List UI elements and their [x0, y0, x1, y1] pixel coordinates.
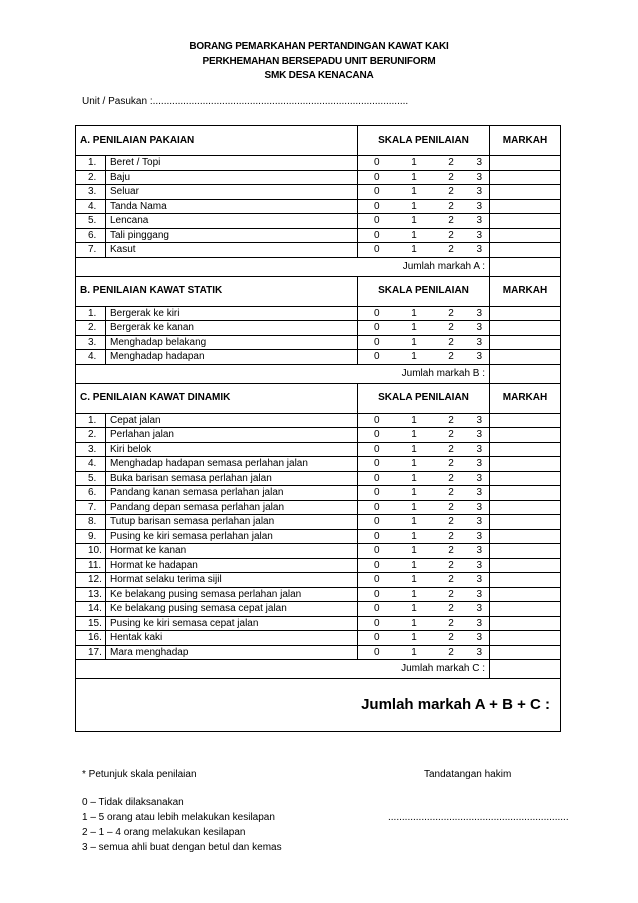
- scale-option-3[interactable]: 3: [470, 199, 490, 214]
- scale-option-2[interactable]: 2: [433, 471, 470, 486]
- scale-option-1[interactable]: 1: [396, 544, 433, 559]
- item-label: Perlahan jalan: [106, 428, 358, 443]
- criteria-row: [76, 442, 561, 457]
- mark-cell[interactable]: [490, 544, 561, 559]
- scale-option-3[interactable]: 3: [470, 486, 490, 501]
- scale-option-3[interactable]: 3: [470, 645, 490, 660]
- scale-option-2[interactable]: 2: [433, 185, 470, 200]
- criteria-row: [76, 471, 561, 486]
- scale-option-0[interactable]: 0: [358, 199, 396, 214]
- mark-cell[interactable]: [490, 442, 561, 457]
- scale-option-1[interactable]: 1: [396, 214, 433, 229]
- scale-option-3[interactable]: 3: [470, 321, 490, 336]
- scale-option-1[interactable]: 1: [396, 616, 433, 631]
- scale-option-3[interactable]: 3: [470, 631, 490, 646]
- item-label: Bergerak ke kanan: [106, 321, 358, 336]
- scale-option-2[interactable]: 2: [433, 602, 470, 617]
- criteria-row: [76, 350, 561, 365]
- scale-option-2[interactable]: 2: [433, 645, 470, 660]
- scale-option-1[interactable]: 1: [396, 350, 433, 365]
- section-title: A. PENILAIAN PAKAIAN: [76, 126, 358, 156]
- item-number: 4.: [76, 457, 106, 472]
- item-label: Beret / Topi: [106, 156, 358, 171]
- scale-option-2[interactable]: 2: [433, 616, 470, 631]
- item-label: Baju: [106, 170, 358, 185]
- item-label: Kasut: [106, 243, 358, 258]
- grand-total-row: [76, 679, 561, 732]
- scale-option-2[interactable]: 2: [433, 486, 470, 501]
- criteria-row: [76, 645, 561, 660]
- subtotal-label: Jumlah markah A :: [76, 257, 490, 276]
- school-name: SMK DESA KENACANA: [264, 70, 374, 81]
- item-number: 11.: [76, 558, 106, 573]
- section-title: B. PENILAIAN KAWAT STATIK: [76, 276, 358, 306]
- scale-option-0[interactable]: 0: [358, 350, 396, 365]
- item-label: Menghadap belakang: [106, 335, 358, 350]
- item-label: Menghadap hadapan semasa perlahan jalan: [106, 457, 358, 472]
- mark-header: MARKAH: [490, 383, 561, 413]
- item-number: 7.: [76, 500, 106, 515]
- subtotal-label: Jumlah markah C :: [76, 660, 490, 679]
- subtotal-row: [76, 660, 561, 679]
- scale-option-2[interactable]: 2: [433, 544, 470, 559]
- scale-option-0[interactable]: 0: [358, 156, 396, 171]
- scale-option-0[interactable]: 0: [358, 413, 396, 428]
- item-label: Pandang depan semasa perlahan jalan: [106, 500, 358, 515]
- scale-option-2[interactable]: 2: [433, 558, 470, 573]
- scale-option-3[interactable]: 3: [470, 306, 490, 321]
- scale-option-1[interactable]: 1: [396, 573, 433, 588]
- scale-option-0[interactable]: 0: [358, 228, 396, 243]
- scale-option-0[interactable]: 0: [358, 500, 396, 515]
- criteria-row: [76, 321, 561, 336]
- mark-cell[interactable]: [490, 306, 561, 321]
- scale-option-0[interactable]: 0: [358, 631, 396, 646]
- scale-option-3[interactable]: 3: [470, 156, 490, 171]
- item-label: Pandang kanan semasa perlahan jalan: [106, 486, 358, 501]
- legend-item: 3 – semua ahli buat dengan betul dan kemas: [82, 842, 282, 853]
- scale-header: SKALA PENILAIAN: [358, 276, 490, 306]
- form-title: BORANG PEMARKAHAN PERTANDINGAN KAWAT KAKI: [189, 41, 449, 52]
- mark-cell[interactable]: [490, 243, 561, 258]
- mark-cell[interactable]: [490, 573, 561, 588]
- item-label: Hentak kaki: [106, 631, 358, 646]
- form-subtitle: PERKHEMAHAN BERSEPADU UNIT BERUNIFORM: [202, 56, 436, 67]
- scale-option-1[interactable]: 1: [396, 413, 433, 428]
- scale-option-3[interactable]: 3: [470, 428, 490, 443]
- scale-option-3[interactable]: 3: [470, 457, 490, 472]
- scale-option-2[interactable]: 2: [433, 306, 470, 321]
- legend-item: 1 – 5 orang atau lebih melakukan kesilapan: [82, 812, 275, 823]
- criteria-row: [76, 500, 561, 515]
- scale-option-1[interactable]: 1: [396, 442, 433, 457]
- scale-option-0[interactable]: 0: [358, 428, 396, 443]
- item-label: Hormat ke hadapan: [106, 558, 358, 573]
- scale-option-3[interactable]: 3: [470, 170, 490, 185]
- item-number: 7.: [76, 243, 106, 258]
- scale-option-1[interactable]: 1: [396, 558, 433, 573]
- scale-option-0[interactable]: 0: [358, 544, 396, 559]
- subtotal-cell[interactable]: [490, 364, 561, 383]
- scale-option-1[interactable]: 1: [396, 486, 433, 501]
- scale-option-1[interactable]: 1: [396, 321, 433, 336]
- scale-option-0[interactable]: 0: [358, 457, 396, 472]
- item-number: 6.: [76, 228, 106, 243]
- item-label: Buka barisan semasa perlahan jalan: [106, 471, 358, 486]
- item-number: 3.: [76, 185, 106, 200]
- scale-option-3[interactable]: 3: [470, 616, 490, 631]
- mark-cell[interactable]: [490, 321, 561, 336]
- scale-option-2[interactable]: 2: [433, 428, 470, 443]
- mark-cell[interactable]: [490, 214, 561, 229]
- scale-option-2[interactable]: 2: [433, 457, 470, 472]
- scale-option-3[interactable]: 3: [470, 442, 490, 457]
- scale-option-1[interactable]: 1: [396, 199, 433, 214]
- criteria-row: [76, 587, 561, 602]
- scale-option-2[interactable]: 2: [433, 335, 470, 350]
- scale-option-1[interactable]: 1: [396, 645, 433, 660]
- criteria-row: [76, 457, 561, 472]
- item-number: 2.: [76, 428, 106, 443]
- legend-item: 0 – Tidak dilaksanakan: [82, 797, 184, 808]
- scale-option-1[interactable]: 1: [396, 306, 433, 321]
- scale-option-2[interactable]: 2: [433, 321, 470, 336]
- item-number: 6.: [76, 486, 106, 501]
- scale-option-3[interactable]: 3: [470, 515, 490, 530]
- mark-header: MARKAH: [490, 126, 561, 156]
- criteria-row: [76, 199, 561, 214]
- criteria-row: [76, 602, 561, 617]
- item-label: Lencana: [106, 214, 358, 229]
- criteria-row: [76, 156, 561, 171]
- item-number: 2.: [76, 321, 106, 336]
- item-number: 13.: [76, 587, 106, 602]
- scale-option-3[interactable]: 3: [470, 413, 490, 428]
- scale-option-1[interactable]: 1: [396, 428, 433, 443]
- criteria-row: [76, 335, 561, 350]
- scale-option-1[interactable]: 1: [396, 185, 433, 200]
- scale-option-2[interactable]: 2: [433, 170, 470, 185]
- scale-option-1[interactable]: 1: [396, 335, 433, 350]
- scale-option-3[interactable]: 3: [470, 243, 490, 258]
- scale-option-2[interactable]: 2: [433, 243, 470, 258]
- item-label: Pusing ke kiri semasa perlahan jalan: [106, 529, 358, 544]
- criteria-row: [76, 529, 561, 544]
- scale-header: SKALA PENILAIAN: [358, 126, 490, 156]
- scale-option-3[interactable]: 3: [470, 350, 490, 365]
- section-header: [76, 276, 561, 306]
- item-label: Ke belakang pusing semasa perlahan jalan: [106, 587, 358, 602]
- item-number: 1.: [76, 413, 106, 428]
- scale-option-2[interactable]: 2: [433, 573, 470, 588]
- criteria-row: [76, 413, 561, 428]
- mark-cell[interactable]: [490, 645, 561, 660]
- scale-option-0[interactable]: 0: [358, 442, 396, 457]
- scale-option-3[interactable]: 3: [470, 529, 490, 544]
- item-number: 5.: [76, 471, 106, 486]
- mark-cell[interactable]: [490, 558, 561, 573]
- scale-option-0[interactable]: 0: [358, 645, 396, 660]
- scale-option-0[interactable]: 0: [358, 587, 396, 602]
- scale-option-0[interactable]: 0: [358, 616, 396, 631]
- mark-cell[interactable]: [490, 602, 561, 617]
- mark-cell[interactable]: [490, 515, 561, 530]
- scale-option-3[interactable]: 3: [470, 558, 490, 573]
- scale-option-1[interactable]: 1: [396, 471, 433, 486]
- criteria-row: [76, 515, 561, 530]
- mark-cell[interactable]: [490, 471, 561, 486]
- item-label: Bergerak ke kiri: [106, 306, 358, 321]
- criteria-row: [76, 228, 561, 243]
- mark-cell[interactable]: [490, 170, 561, 185]
- scale-option-0[interactable]: 0: [358, 515, 396, 530]
- unit-field[interactable]: Unit / Pasukan :............................................................................................: [82, 96, 409, 107]
- mark-cell[interactable]: [490, 457, 561, 472]
- scale-option-0[interactable]: 0: [358, 243, 396, 258]
- scale-option-1[interactable]: 1: [396, 457, 433, 472]
- subtotal-row: [76, 257, 561, 276]
- mark-cell[interactable]: [490, 631, 561, 646]
- scale-option-2[interactable]: 2: [433, 214, 470, 229]
- item-label: Tali pinggang: [106, 228, 358, 243]
- scale-option-0[interactable]: 0: [358, 529, 396, 544]
- subtotal-cell[interactable]: [490, 660, 561, 679]
- item-label: Cepat jalan: [106, 413, 358, 428]
- scale-option-2[interactable]: 2: [433, 413, 470, 428]
- scale-option-1[interactable]: 1: [396, 500, 433, 515]
- item-number: 2.: [76, 170, 106, 185]
- item-label: Pusing ke kiri semasa cepat jalan: [106, 616, 358, 631]
- criteria-row: [76, 544, 561, 559]
- mark-cell[interactable]: [490, 199, 561, 214]
- scale-option-2[interactable]: 2: [433, 515, 470, 530]
- criteria-row: [76, 631, 561, 646]
- mark-cell[interactable]: [490, 185, 561, 200]
- mark-cell[interactable]: [490, 228, 561, 243]
- scale-option-2[interactable]: 2: [433, 442, 470, 457]
- item-number: 15.: [76, 616, 106, 631]
- criteria-row: [76, 170, 561, 185]
- item-number: 4.: [76, 199, 106, 214]
- item-number: 3.: [76, 335, 106, 350]
- scale-option-3[interactable]: 3: [470, 214, 490, 229]
- item-number: 17.: [76, 645, 106, 660]
- scale-option-1[interactable]: 1: [396, 587, 433, 602]
- signature-line[interactable]: .................................................................: [388, 812, 569, 823]
- scale-header: SKALA PENILAIAN: [358, 383, 490, 413]
- scale-option-2[interactable]: 2: [433, 350, 470, 365]
- criteria-row: [76, 573, 561, 588]
- scale-option-0[interactable]: 0: [358, 602, 396, 617]
- scale-option-1[interactable]: 1: [396, 228, 433, 243]
- item-label: Hormat ke kanan: [106, 544, 358, 559]
- mark-cell[interactable]: [490, 500, 561, 515]
- scale-option-1[interactable]: 1: [396, 156, 433, 171]
- item-number: 9.: [76, 529, 106, 544]
- mark-cell[interactable]: [490, 616, 561, 631]
- scale-option-2[interactable]: 2: [433, 500, 470, 515]
- scoring-table: [75, 125, 561, 732]
- mark-cell[interactable]: [490, 350, 561, 365]
- criteria-row: [76, 616, 561, 631]
- scale-option-3[interactable]: 3: [470, 587, 490, 602]
- item-label: Tanda Nama: [106, 199, 358, 214]
- item-number: 14.: [76, 602, 106, 617]
- mark-cell[interactable]: [490, 413, 561, 428]
- mark-cell[interactable]: [490, 335, 561, 350]
- criteria-row: [76, 243, 561, 258]
- section-header: [76, 126, 561, 156]
- mark-cell[interactable]: [490, 587, 561, 602]
- grand-total-label: Jumlah markah A + B + C :: [76, 679, 561, 732]
- criteria-row: [76, 214, 561, 229]
- scale-option-1[interactable]: 1: [396, 602, 433, 617]
- mark-cell[interactable]: [490, 156, 561, 171]
- item-label: Hormat selaku terima sijil: [106, 573, 358, 588]
- scale-option-0[interactable]: 0: [358, 170, 396, 185]
- scale-option-2[interactable]: 2: [433, 587, 470, 602]
- criteria-row: [76, 558, 561, 573]
- scale-option-0[interactable]: 0: [358, 573, 396, 588]
- subtotal-cell[interactable]: [490, 257, 561, 276]
- item-number: 3.: [76, 442, 106, 457]
- scale-option-2[interactable]: 2: [433, 199, 470, 214]
- mark-cell[interactable]: [490, 529, 561, 544]
- item-label: Tutup barisan semasa perlahan jalan: [106, 515, 358, 530]
- mark-cell[interactable]: [490, 428, 561, 443]
- signature-label: Tandatangan hakim: [424, 769, 512, 780]
- item-number: 10.: [76, 544, 106, 559]
- mark-header: MARKAH: [490, 276, 561, 306]
- scale-option-3[interactable]: 3: [470, 602, 490, 617]
- scale-option-0[interactable]: 0: [358, 321, 396, 336]
- criteria-row: [76, 486, 561, 501]
- criteria-row: [76, 306, 561, 321]
- item-number: 12.: [76, 573, 106, 588]
- scale-option-2[interactable]: 2: [433, 156, 470, 171]
- item-label: Ke belakang pusing semasa cepat jalan: [106, 602, 358, 617]
- scale-option-3[interactable]: 3: [470, 185, 490, 200]
- item-number: 5.: [76, 214, 106, 229]
- subtotal-label: Jumlah markah B :: [76, 364, 490, 383]
- item-label: Mara menghadap: [106, 645, 358, 660]
- scale-option-0[interactable]: 0: [358, 306, 396, 321]
- scale-option-2[interactable]: 2: [433, 529, 470, 544]
- scale-option-3[interactable]: 3: [470, 471, 490, 486]
- scale-option-1[interactable]: 1: [396, 529, 433, 544]
- scale-option-3[interactable]: 3: [470, 544, 490, 559]
- subtotal-row: [76, 364, 561, 383]
- item-number: 1.: [76, 156, 106, 171]
- legend-title: * Petunjuk skala penilaian: [82, 769, 197, 780]
- scale-option-3[interactable]: 3: [470, 335, 490, 350]
- item-number: 4.: [76, 350, 106, 365]
- scale-option-0[interactable]: 0: [358, 335, 396, 350]
- item-label: Kiri belok: [106, 442, 358, 457]
- legend-item: 2 – 1 – 4 orang melakukan kesilapan: [82, 827, 246, 838]
- section-title: C. PENILAIAN KAWAT DINAMIK: [76, 383, 358, 413]
- scale-option-1[interactable]: 1: [396, 631, 433, 646]
- item-number: 8.: [76, 515, 106, 530]
- criteria-row: [76, 428, 561, 443]
- scale-option-3[interactable]: 3: [470, 228, 490, 243]
- criteria-row: [76, 185, 561, 200]
- item-number: 1.: [76, 306, 106, 321]
- mark-cell[interactable]: [490, 486, 561, 501]
- scale-option-3[interactable]: 3: [470, 573, 490, 588]
- item-label: Menghadap hadapan: [106, 350, 358, 365]
- scale-option-3[interactable]: 3: [470, 500, 490, 515]
- scale-option-0[interactable]: 0: [358, 486, 396, 501]
- scale-option-1[interactable]: 1: [396, 243, 433, 258]
- scale-option-1[interactable]: 1: [396, 170, 433, 185]
- scale-option-0[interactable]: 0: [358, 185, 396, 200]
- scale-option-0[interactable]: 0: [358, 214, 396, 229]
- scale-option-2[interactable]: 2: [433, 228, 470, 243]
- scale-option-0[interactable]: 0: [358, 471, 396, 486]
- scale-option-0[interactable]: 0: [358, 558, 396, 573]
- scale-option-1[interactable]: 1: [396, 515, 433, 530]
- section-header: [76, 383, 561, 413]
- scale-option-2[interactable]: 2: [433, 631, 470, 646]
- item-number: 16.: [76, 631, 106, 646]
- item-label: Seluar: [106, 185, 358, 200]
